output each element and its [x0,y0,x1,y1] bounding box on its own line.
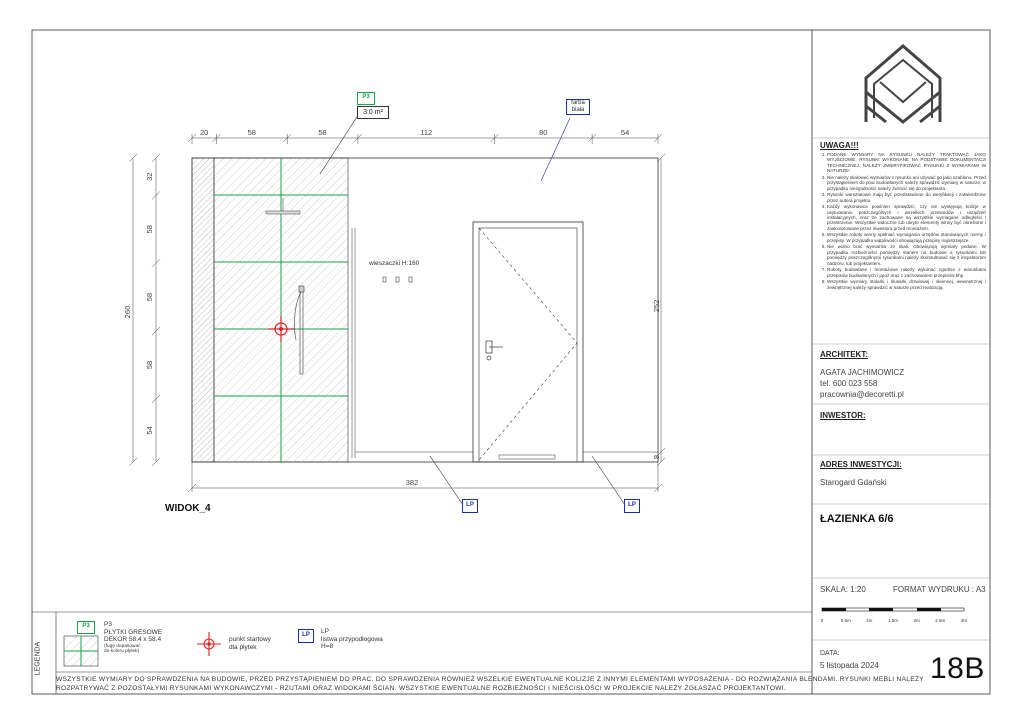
date-heading: DATA: [820,650,840,657]
paint-label: farba biała [566,99,590,115]
legend-lp-tag: LP [298,629,314,643]
hooks-icon [383,277,412,282]
material-area-box: 3.0 m² [357,106,389,119]
skirting-tag-1: LP [462,499,478,513]
address-heading: ADRES INWESTYCJI: [820,460,902,469]
legend-tile-text: P3 PŁYTKI GRESOWE DEKOR 58.4 x 58.4 (fugę dopasować do koloru płytek) [104,621,163,655]
architect-email: pracownia@decoretti.pl [820,390,904,399]
wall-section-hatch [192,158,214,462]
house-logo-icon [866,46,940,122]
note-item: 5. Wszystkie roboty winny spełniać wymagania urzędów stanowiących normy i przepisy. W przypadku wątpliwości obowiązują przepisy najostrzejsze. [827,232,986,243]
scale-label: SKALA: 1:20 [820,585,866,594]
dim-top-1: 58 [247,128,256,137]
address-value: Starogard Gdański [820,478,887,487]
notes-list [818,152,986,291]
legend-tile-swatch [64,636,98,666]
scale-tick-5: 2,5m [935,618,946,623]
scale-tick-6: 3m [960,618,968,623]
note-item: 8. Wszystkie wymiary stolarki i ślusarki drzwiowej i okiennej, wewnętrznej i zewnętrznej należy sprawdzić w naturze przed realizacją. [827,279,986,290]
skirting-tag-2: LP [624,499,640,513]
legend-side-label: LEGENDA [34,641,42,676]
dimension-chain-top [188,128,662,144]
material-tag-p3: P3 [357,92,375,105]
architect-heading: ARCHITEKT: [820,350,868,359]
scale-bar [822,608,964,611]
sheet-title: ŁAZIENKA 6/6 [820,513,894,525]
architect-name: AGATA JACHIMOWICZ [820,368,905,377]
scale-bar-ticks [821,618,968,623]
dim-left-0: 32 [145,172,154,181]
scale-tick-1: 0,5m [840,618,851,623]
legend-tile-tag: P3 [77,621,95,634]
note-item: 7. Roboty budowlane i montażowe należy wykonać zgodnie z warunkami przepisów budowlanych i ppoż oraz z zachowaniem przepisów bhp. [827,267,986,278]
note-item: 2. Nie należy skalować wymiarów z rysunku ani używać go jako szablonu. Przed przystąpieniem do prac budowlanych należy sprawdzić wymiary w naturze, w przypadku niezgodności należy zwrócić się do projektanta. [827,175,986,191]
scale-tick-2: 1m [866,618,873,623]
dim-top-3: 112 [420,128,433,137]
dim-left-3: 58 [145,360,154,370]
dim-top-5: 54 [620,128,630,137]
scale-tick-3: 1,5m [887,618,899,623]
note-item: 4. Każdy wykonawca powinien sprawdzić, czy nie występują kolizje w usytuowaniu poszczególnych i wszelkich przewodów i urządzeń instalacyjnych, oraz że zachowane są wszystkie wymagane odległości i przestrzenie. Wszystkie widoczne lub ukryte elementy winny być określone i zaakceptowane przez inwestora przed montażem. [827,204,986,231]
sheet-border [32,30,990,694]
date-value: 5 listopada 2024 [820,661,879,670]
dim-left-1: 58 [145,225,154,234]
dim-left-4: 54 [145,426,154,435]
dim-skirting: 8 [652,454,661,460]
dim-bottom-total: 382 [405,478,419,487]
dim-top-2: 58 [318,128,327,137]
investor-heading: INWESTOR: [820,411,866,420]
dim-door-height: 252 [652,299,661,313]
scale-tick-4: 2m [913,618,920,623]
sheet-code: 18B [930,652,985,685]
dim-left-2: 58 [145,292,154,302]
print-format: FORMAT WYDRUKU : A3 [893,585,986,594]
note-item: 3. Rysunki warsztatowe mają być przedstawione do weryfikacji i zatwierdzone przez autora projektu. [827,192,986,203]
dim-top-4: 80 [539,128,548,137]
legend-start-point-icon [197,632,221,656]
door-handle-icon [486,341,503,360]
scale-tick-0: 0 [820,618,824,623]
legend-start-point-text: punkt startowy dla płytek [229,636,271,651]
architect-phone: tel. 600 023 558 [820,379,878,388]
hooks-label: wieszaczki H:160 [369,260,420,267]
footer-line-2: ROZPATRYWAĆ Z POZOSTAŁYMI RYSUNKAMI WYKONAWCZYMI - RZUTAMI ORAZ WIDOKAMI ŚCIAN. WSZYSTKIE EWENTUALNE ROZBIEŻNOŚCI I NIEŚCISŁOŚCI W PROJEKCIE NALEŻY ZGŁASZAĆ PROJEKTANTOWI. [56,685,787,692]
note-item: 6. Nie wolno brać wymiarów ze skali. Obowiązują wymiary podane. W przypadku rozbieżności pomiędzy stanem na budowie a rysunkami lub pomiędzy poszczególnymi rysunkami należy skonsultować się z inspektorem nadzoru, lub projektantem. [827,244,986,266]
dim-top-0: 20 [200,128,209,137]
dimension-chain-left [145,154,160,466]
dim-height-total: 260 [123,305,132,319]
note-item: 1. PODANE WYMIARY NA RYSUNKU NALEŻY TRAKTOWAĆ JAKO WYJŚCIOWE. RYSUNKI WYKONANE NA PODSTAWIE DOKUMENTACJI TECHNICZNEJ. NALEŻY ZWERYFIKOWAĆ RYSUNKI Z WYMIARAMI W NATURZE! [827,152,986,174]
view-label: WIDOK_4 [165,503,211,514]
footer-line-1: WSZYSTKIE WYMIARY DO SPRAWDZENIA NA BUDOWIE, PRZED PRZYSTĄPIENIEM DO PRAC. DO SPRAWDZENIA RÓWNIEŻ WSZELKIE EWENTUALNE KOLIZJE Z INNYMI ELEMENTAMI WYPOSAŻENIA - DO ROZWIĄZANIA BLENDAMI. RYSUNKI MEBLI NALEŻY [56,676,924,683]
notes-title: UWAGA!!! [820,141,859,150]
legend-lp-text: LP listwa przypodłogowa H=8 [321,628,383,650]
